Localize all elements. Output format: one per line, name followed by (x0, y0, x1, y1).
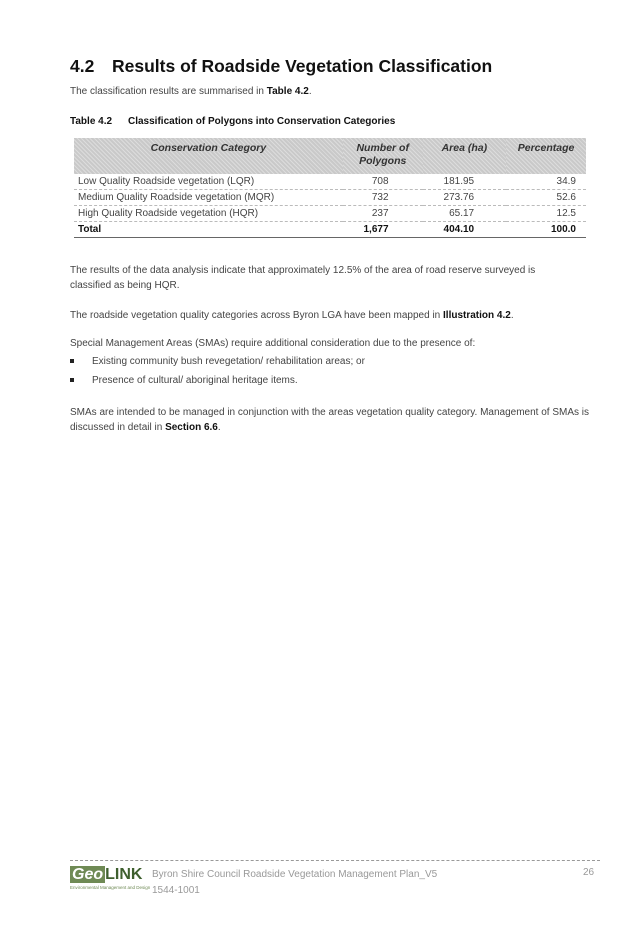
footer-divider (70, 860, 600, 861)
table-cell: 404.10 (423, 222, 507, 238)
section-reference: Section 6.6 (165, 422, 218, 433)
list-item: Presence of cultural/ aboriginal heritage items. (70, 371, 365, 390)
column-header: Conservation Category (74, 138, 343, 174)
table-cell: 100.0 (506, 222, 586, 238)
table-cell: 65.17 (423, 206, 507, 222)
table-cell: Total (74, 222, 343, 238)
table-cell: 708 (343, 174, 423, 190)
column-header: Area (ha) (423, 138, 507, 174)
column-header: Percentage (506, 138, 586, 174)
illustration-reference: Illustration 4.2 (443, 310, 511, 321)
sma-bullet-list (70, 352, 365, 390)
list-item: Existing community bush revegetation/ rehabilitation areas; or (70, 352, 365, 371)
table-cell: Low Quality Roadside vegetation (LQR) (74, 174, 343, 190)
table-cell: Medium Quality Roadside vegetation (MQR) (74, 190, 343, 206)
section-heading (70, 56, 492, 77)
logo-tagline: Environmental Management and Design (70, 885, 151, 890)
section-title: Results of Roadside Vegetation Classification (112, 56, 493, 76)
logo-mark (70, 866, 143, 884)
table-cell: High Quality Roadside vegetation (HQR) (74, 206, 343, 222)
table-cell: 1,677 (343, 222, 423, 238)
table-cell: 273.76 (423, 190, 507, 206)
intro-end: . (308, 86, 312, 97)
table-row (74, 206, 586, 222)
table-caption-number: Table 4.2 (70, 116, 113, 127)
table-cell: 12.5 (506, 206, 586, 222)
table-row (74, 190, 586, 206)
geolink-logo (70, 866, 151, 896)
page-number: 26 (583, 867, 595, 878)
sma-management-end: . (217, 422, 221, 433)
table-caption-title: Classification of Polygons into Conservation Categories (128, 116, 396, 127)
table-total-row (74, 222, 586, 238)
sma-management-paragraph (70, 405, 590, 435)
logo-geo: Geo (72, 866, 104, 883)
table-reference: Table 4.2 (266, 86, 309, 97)
section-number: 4.2 (70, 56, 95, 76)
results-paragraph: The results of the data analysis indicate that approximately 12.5% of the area of road reserve surveyed is classified as being HQR. (70, 265, 536, 291)
column-header: Number of Polygons (343, 138, 423, 174)
conservation-category-table (74, 138, 586, 238)
table-header-row (74, 138, 586, 174)
table-caption (70, 116, 395, 127)
mapping-end: . (510, 310, 514, 321)
table-cell: 181.95 (423, 174, 507, 190)
mapping-paragraph (70, 308, 610, 323)
footer-doc-title: Byron Shire Council Roadside Vegetation Management Plan_V5 (152, 869, 438, 880)
intro-text: The classification results are summarised in (70, 86, 267, 97)
table-row (74, 174, 586, 190)
table-cell: 34.9 (506, 174, 586, 190)
table-cell: 732 (343, 190, 423, 206)
intro-paragraph (70, 84, 610, 99)
footer-text (152, 867, 437, 899)
sma-management-text: SMAs are intended to be managed in conjunction with the areas vegetation quality category. Management of SMAs is discussed in detail in (70, 407, 590, 433)
sma-intro-paragraph: Special Management Areas (SMAs) require additional consideration due to the presence of: (70, 338, 476, 349)
footer-doc-number: 1544-1001 (152, 885, 200, 896)
logo-link: LINK (105, 866, 143, 883)
mapping-text: The roadside vegetation quality categories across Byron LGA have been mapped in (70, 310, 444, 321)
table-cell: 237 (343, 206, 423, 222)
table-cell: 52.6 (506, 190, 586, 206)
